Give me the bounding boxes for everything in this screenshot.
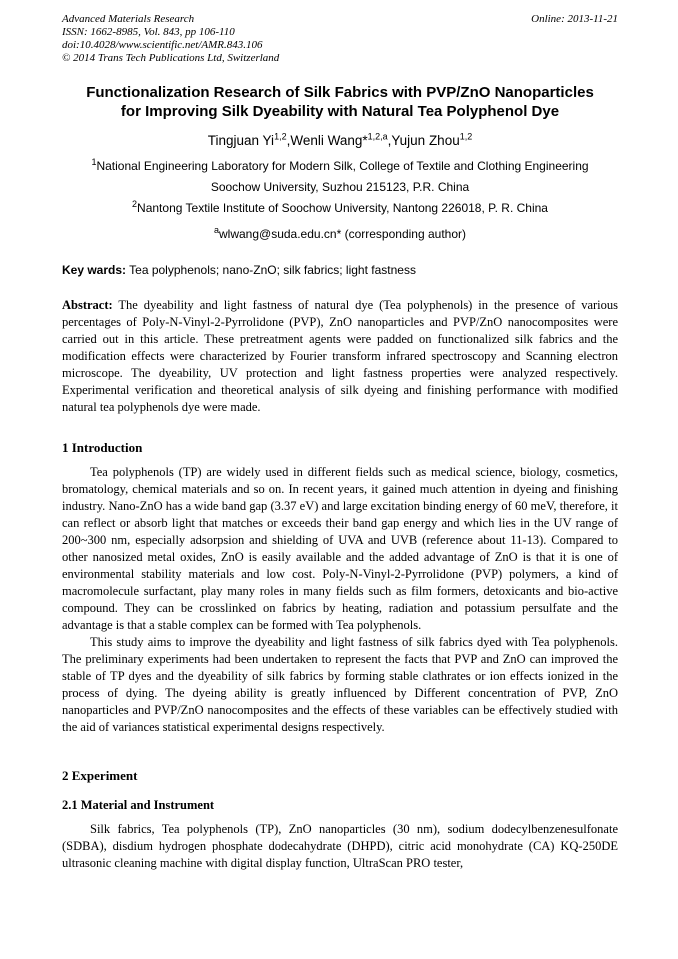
author-superscript: 1,2: [274, 131, 287, 142]
keywords-text: Tea polyphenols; nano-ZnO; silk fabrics; light fastness: [126, 263, 416, 277]
online-date: Online: 2013-11-21: [531, 13, 618, 25]
journal-copyright-line: © 2014 Trans Tech Publications Ltd, Switzerland: [62, 52, 280, 64]
journal-info: [62, 13, 279, 65]
keywords-label: Key wards:: [62, 263, 127, 277]
email-text: wlwang@suda.edu.cn* (corresponding author): [219, 227, 466, 241]
paper-title-line2: for Improving Silk Dyeability with Natural Tea Polyphenol Dye: [120, 103, 560, 120]
author-superscript: 1,2: [459, 131, 473, 142]
author-name: Tingjuan Yi: [207, 133, 275, 148]
corresponding-email: [62, 227, 618, 241]
author-name: ,Yujun Zhou: [387, 133, 460, 148]
affiliation-superscript: 2: [132, 199, 138, 209]
paper-title: [62, 83, 618, 121]
email-superscript: a: [213, 225, 219, 235]
affiliation-1-text: National Engineering Laboratory for Modern Silk, College of Textile and Clothing Engineering: [96, 159, 589, 173]
subsection-heading-material: 2.1 Material and Instrument: [62, 798, 215, 812]
abstract-label: Abstract:: [62, 298, 113, 312]
journal-header: [62, 13, 618, 65]
authors-line: [62, 133, 618, 148]
affiliations-block: [62, 156, 618, 219]
affiliation-1-line2: Soochow University, Suzhou 215123, P.R. China: [210, 180, 470, 194]
section-heading-introduction: 1 Introduction: [62, 440, 143, 455]
keywords-line: [62, 263, 618, 277]
journal-issn-line: ISSN: 1662-8985, Vol. 843, pp 106-110: [62, 26, 235, 38]
affiliation-2-text: Nantong Textile Institute of Soochow University, Nantong 226018, P. R. China: [137, 201, 548, 215]
paper-title-line1: Functionalization Research of Silk Fabrics with PVP/ZnO Nanoparticles: [86, 84, 594, 101]
author-superscript: 1,2,a: [367, 131, 388, 142]
section-heading-experiment: 2 Experiment: [62, 768, 138, 783]
affiliation-2-line: [62, 198, 618, 219]
author-name: ,Wenli Wang*: [286, 133, 368, 148]
affiliation-superscript: 1: [91, 157, 97, 167]
journal-name: Advanced Materials Research: [62, 13, 195, 25]
abstract-paragraph: [62, 297, 618, 416]
introduction-paragraph-1: Tea polyphenols (TP) are widely used in different fields such as medical science, biology, cosmetics, bromatology, chemical materials and so on. In recent years, it gained much attention in dyeing and finishing industry. Nano-ZnO has a wide band gap (3.37 eV) and large excitation binding energy of 60 meV, therefore, it can reflect or absorb light that matches or exceeds their band gap energy and which lies in the UV range of 200~300 nm, especially adsorpsion and shielding of UVA and UVB (reference about 11-13). Compared to other nanosized metal oxides, ZnO is easily available and the added advantage of ZnO is that it is one of environmental stability materials and low cost. Poly-N-Vinyl-2-Pyrrolidone (PVP) polymers, a kind of macromolecule surfactant, play many roles in many fields such as film formers, detoxicants and bio-active compound. They can be crosslinked on fabrics by heating, radiation and potassium persulfate and the advantage is that a stable complex can be formed with Tea polyphenols.: [62, 465, 618, 632]
journal-doi-line: doi:10.4028/www.scientific.net/AMR.843.106: [62, 39, 263, 51]
abstract-text: The dyeability and light fastness of natural dye (Tea polyphenols) in the presence of various percentages of Poly-N-Vinyl-2-Pyrrolidone (PVP), ZnO nanoparticles and PVP/ZnO nanocomposites were carried out in this article. These pretreatment agents were padded on functionalized silk fabrics and the modification effects were characterized by Fourier transform infrared spectroscopy and Scanning electron microscope. The dyeability, UV protection and light fastness properties were analyzed respectively. Experimental verification and theoretical analysis of silk dyeing and finishing performance with modified natural tea polyphenols dye were made.: [62, 298, 618, 414]
affiliation-1-line1: [62, 156, 618, 177]
introduction-paragraph-2: This study aims to improve the dyeability and light fastness of silk fabrics dyed with Tea polyphenols. The preliminary experiments had been undertaken to represent the facts that PVP and ZnO can improved the stable of TP dyes and the dyeability of silk fabrics by forming stable clathrates or ion effects ionized in the process of dying. The dyeing ability is greatly influenced by Different concentration of PVP, ZnO nanoparticles and PVP/ZnO nanocomposites and the effects of these variables can be effectively studied with the aid of variances statistical experimental designs respectively.: [62, 635, 618, 734]
material-paragraph-1: Silk fabrics, Tea polyphenols (TP), ZnO nanoparticles (30 nm), sodium dodecylbenzenesulfonate (SDBA), disdium hydrogen phosphate dodecahydrate (DHPD), citric acid monohydrate (CA) KQ-250DE ultrasonic cleaning machine with digital display function, UltraScan PRO tester,: [62, 822, 618, 870]
